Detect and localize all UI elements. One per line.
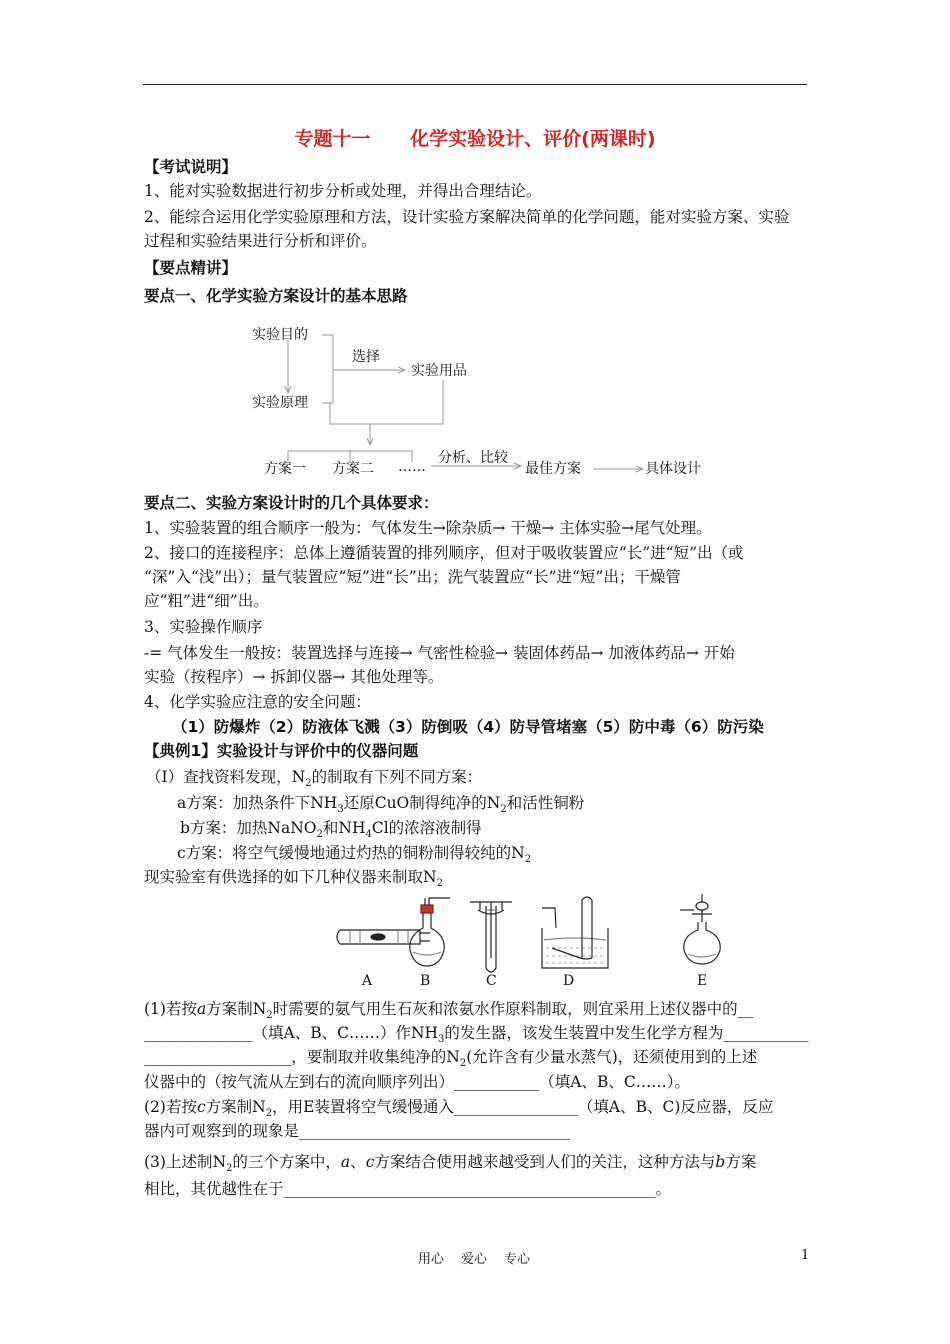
question-intro: （I）查找资料发现，$N_2$的制取有下列不同方案： — [146, 768, 483, 790]
section-heading-exam: 【考试说明】 — [144, 158, 238, 176]
footer-motto-1: 用心 — [418, 1252, 445, 1267]
exam-item-1: 1、能对实验数据进行初步分析或处理，并得出合理结论。 — [144, 182, 542, 200]
requirement-2c: 应“粗”进“细”出。 — [144, 592, 269, 610]
flow-plan-two: 方案二 — [332, 461, 374, 477]
apparatus-e-funnel-flask-icon — [680, 894, 720, 964]
page-number: 1 — [801, 1248, 810, 1263]
requirement-2b: “深”入“浅”出）；量气装置应“短”进“长”出；洗气装置应“长”进“短”出；干燥管 — [144, 568, 681, 586]
safety-list: （1）防爆炸（2）防液体飞溅（3）防倒吸（4）防导管堵塞（5）防中毒（6）防污染 — [172, 718, 764, 736]
question-3-line-2: 相比，其优越性在于________________________________________________。 — [144, 1180, 672, 1198]
section-heading-points: 【要点精讲】 — [144, 259, 238, 277]
question-2-line-1: (2)若按c方案制$N_2$，用E装置将空气缓慢通入________________（填A、B、C)反应器，反应 — [144, 1098, 774, 1120]
question-3-line-1: (3)上述制$N_2$的三个方案中，a、c方案结合使用越来越受到人们的关注，这种方法与b方案 — [144, 1153, 757, 1175]
flow-plan-one: 方案一 — [264, 461, 306, 477]
question-1-line-1: (1)若按a方案制$N_2$时需要的氨气用生石灰和浓氨水作原料制取，则宜采用上述仪器中的__ — [144, 1000, 754, 1022]
requirement-2a: 2、接口的连接程序：总体上遵循装置的排列顺序，但对于吸收装置应“长”进“短”出（或 — [144, 544, 744, 562]
question-1-line-3: ___________________，要制取并收集纯净的$N_2$(允许含有少量水蒸气)，还须使用到的上述 — [144, 1048, 758, 1070]
requirement-3a: -= 气体发生一般按：装置选择与连接→ 气密性检验→ 装固体药品→ 加液体药品→ 开始 — [144, 644, 735, 662]
requirement-1: 1、实验装置的组合顺序一般为：气体发生→除杂质→ 干燥→ 主体实验→尾气处理。 — [144, 519, 712, 537]
flow-compare: 分析、比较 — [438, 450, 508, 466]
flow-select: 选择 — [352, 349, 380, 365]
available-apparatus: 现实验室有供选择的如下几种仪器来制取$N_2$ — [144, 868, 443, 890]
plan-a: a方案：加热条件下$NH_3$还原CuO制得纯净的$N_2$和活性铜粉 — [177, 794, 585, 816]
apparatus-figure — [330, 888, 750, 998]
apparatus-label-d: D — [563, 973, 575, 989]
question-1-line-2: ______________（填A、B、C……）作$NH_3$的发生器，该发生装置中发生化学方程为___________ — [144, 1024, 809, 1046]
requirement-3: 3、实验操作顺序 — [144, 618, 263, 636]
requirement-3b: 实验（按程序）→ 拆卸仪器→ 其他处理等。 — [144, 668, 444, 686]
requirement-4: 4、化学实验应注意的安全问题： — [144, 693, 371, 711]
apparatus-label-c: C — [486, 973, 497, 989]
exam-item-2a: 2、能综合运用化学实验原理和方法，设计实验方案解决简单的化学问题，能对实验方案、实验 — [144, 208, 790, 226]
apparatus-label-e: E — [697, 973, 708, 989]
flow-best-plan: 最佳方案 — [525, 461, 581, 477]
exam-item-2b: 过程和实验结果进行分析和评价。 — [144, 232, 377, 250]
apparatus-d-trough-icon — [542, 897, 608, 968]
point-two-heading: 要点二、实验方案设计时的几个具体要求： — [144, 494, 439, 512]
apparatus-b-flask-icon — [410, 898, 450, 966]
plan-c: c方案：将空气缓慢地通过灼热的铜粉制得较纯的$N_2$ — [177, 844, 532, 866]
question-2-line-2: 器内可观察到的现象是___________________________________ — [144, 1122, 571, 1140]
flow-detail: 具体设计 — [645, 461, 701, 477]
apparatus-c-test-tube-icon — [470, 902, 512, 972]
plan-b: b方案：加热NaNO$_2$和$NH_4Cl$的浓溶液制得 — [180, 819, 482, 841]
footer-motto-2: 爱心 — [461, 1252, 488, 1267]
flow-dots: …… — [398, 459, 426, 475]
footer-motto-3: 专心 — [504, 1252, 531, 1267]
example-heading: 【典例1】实验设计与评价中的仪器问题 — [144, 742, 419, 760]
point-one-heading: 要点一、化学实验方案设计的基本思路 — [144, 287, 408, 305]
flow-principle: 实验原理 — [252, 395, 308, 411]
flow-supplies: 实验用品 — [411, 363, 467, 379]
apparatus-label-a: A — [362, 973, 373, 989]
flow-goal: 实验目的 — [252, 327, 308, 343]
apparatus-label-b: B — [420, 973, 431, 989]
question-1-line-4: 仪器中的（按气流从左到右的流向顺序列出）___________（填A、B、C……）。 — [144, 1073, 690, 1091]
page-title: 专题十一 化学实验设计、评价(两课时) — [294, 128, 656, 150]
